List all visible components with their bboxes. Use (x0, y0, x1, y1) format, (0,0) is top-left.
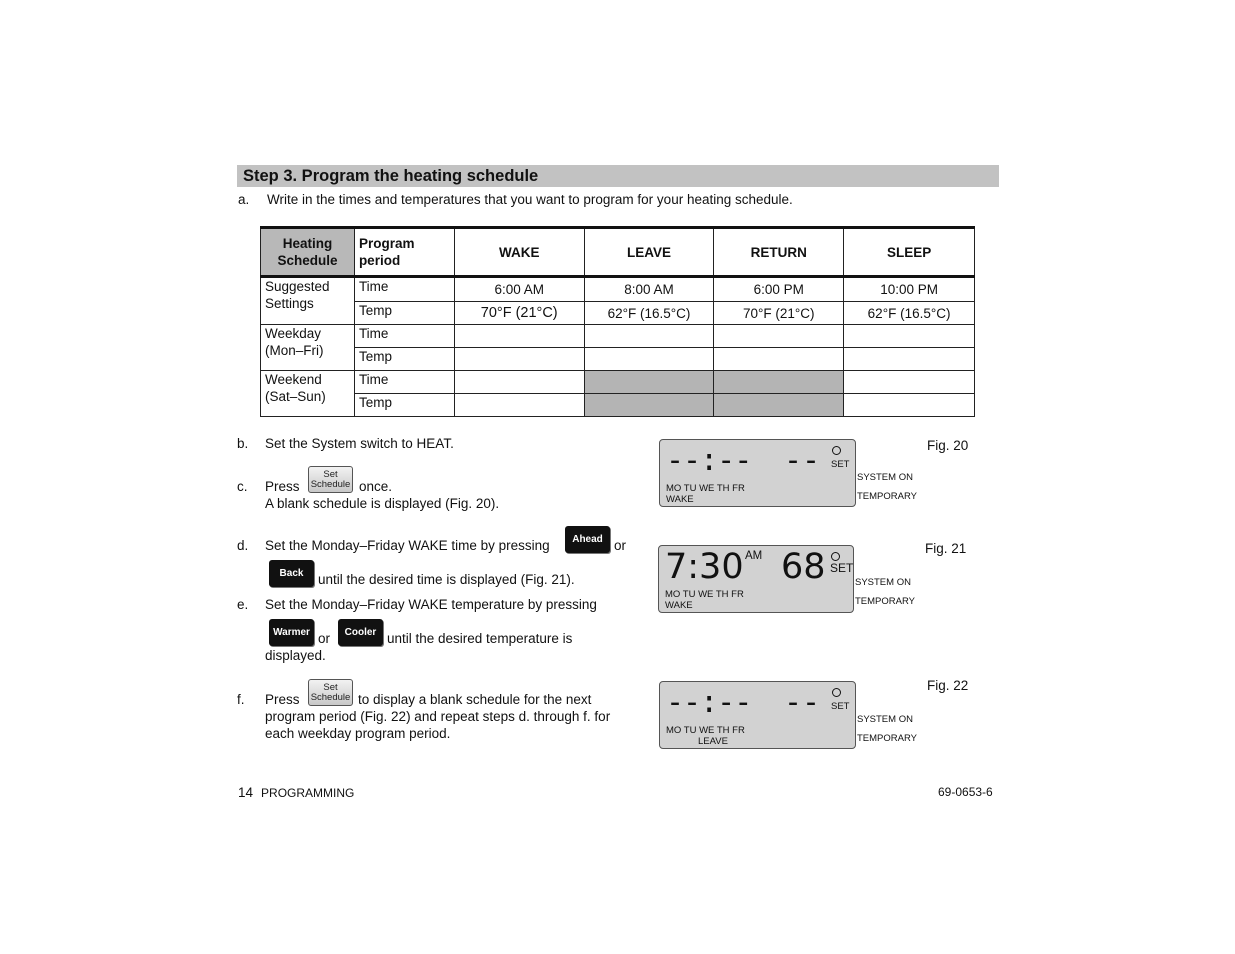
suggested-sleep-time: 10:00 PM (844, 277, 975, 302)
step-d-line2: until the desired time is displayed (Fig. 21). (318, 572, 575, 587)
lcd-set: SET (830, 561, 854, 575)
step-d-marker: d. (237, 538, 249, 553)
step-c-marker: c. (237, 479, 248, 494)
step-a-marker: a. (238, 192, 250, 207)
weekend-sleep-time-cell (844, 371, 975, 394)
period-time: Time (354, 277, 454, 302)
weekend-wake-temp-cell (454, 394, 584, 417)
suggested-sleep-temp: 62°F (16.5°C) (844, 302, 975, 325)
lcd-period: WAKE (666, 494, 694, 505)
indicator-circle-icon (831, 552, 840, 561)
indicator-circle-icon (832, 446, 841, 455)
lcd-period: WAKE (665, 600, 693, 611)
lcd-time: --:-- (666, 685, 752, 720)
step-f-line3: each weekday program period. (265, 726, 451, 741)
fig20-caption: Fig. 20 (927, 438, 969, 453)
weekend-leave-time-cell-disabled (584, 371, 714, 394)
header-heating-schedule: Heating Schedule (261, 228, 355, 277)
header-leave: LEAVE (584, 228, 714, 277)
step-e-marker: e. (237, 597, 249, 612)
weekday-return-temp-cell (714, 348, 844, 371)
period-time: Time (354, 325, 454, 348)
weekday-leave-temp-cell (584, 348, 714, 371)
cooler-button[interactable]: Cooler (338, 619, 383, 646)
weekend-return-time-cell-disabled (714, 371, 844, 394)
lcd-temp: -- (784, 443, 821, 478)
period-temp: Temp (354, 348, 454, 371)
suggested-leave-temp: 62°F (16.5°C) (584, 302, 714, 325)
table-row (261, 302, 975, 325)
lcd-days: MO TU WE TH FR (666, 725, 745, 736)
suggested-return-time: 6:00 PM (714, 277, 844, 302)
set-schedule-label-1: Set (323, 469, 338, 480)
step-d-or: or (614, 538, 627, 553)
weekend-leave-temp-cell-disabled (584, 394, 714, 417)
table-row (261, 277, 975, 302)
header-return: RETURN (714, 228, 844, 277)
footer-section: PROGRAMMING (261, 786, 355, 800)
step-e-text: Set the Monday–Friday WAKE temperature by pressing (265, 597, 597, 612)
suggested-leave-time: 8:00 AM (584, 277, 714, 302)
temporary-label: TEMPORARY (855, 596, 916, 607)
heating-schedule-table (260, 226, 975, 417)
header-program-period: Program period (354, 228, 454, 277)
set-schedule-button-2[interactable] (308, 679, 353, 706)
lcd-set: SET (831, 459, 850, 470)
thermostat-display-fig22 (659, 681, 856, 749)
suggested-return-temp: 70°F (21°C) (714, 302, 844, 325)
lcd-time: 7:30 (665, 547, 744, 587)
system-on-label: SYSTEM ON (857, 472, 913, 483)
fig21-caption: Fig. 21 (925, 541, 967, 556)
weekday-sleep-temp-cell (844, 348, 975, 371)
set-schedule-button[interactable] (308, 466, 353, 493)
step-f-post: to display a blank schedule for the next (358, 692, 592, 707)
weekday-leave-time-cell (584, 325, 714, 348)
page-number: 14 (238, 785, 254, 800)
thermostat-display-fig21 (658, 545, 854, 613)
temporary-label: TEMPORARY (857, 491, 918, 502)
weekday-wake-time-cell (454, 325, 584, 348)
weekday-sleep-time-cell (844, 325, 975, 348)
step-d-pre: Set the Monday–Friday WAKE time by pressing (265, 538, 550, 553)
step-e-line3: displayed. (265, 648, 326, 663)
ahead-button[interactable]: Ahead (565, 526, 610, 553)
temporary-label: TEMPORARY (857, 733, 918, 744)
step-a-text: Write in the times and temperatures that you want to program for your heating schedule. (267, 192, 793, 207)
period-temp: Temp (354, 302, 454, 325)
table-row (261, 325, 975, 348)
row-label-weekend: Weekend (Sat–Sun) (261, 371, 355, 417)
back-button[interactable]: Back (269, 560, 314, 587)
step-c-line2: A blank schedule is displayed (Fig. 20). (265, 496, 500, 511)
weekday-return-time-cell (714, 325, 844, 348)
indicator-circle-icon (832, 688, 841, 697)
suggested-wake-time: 6:00 AM (454, 277, 584, 302)
lcd-days: MO TU WE TH FR (665, 589, 744, 600)
weekend-sleep-temp-cell (844, 394, 975, 417)
lcd-ampm: AM (745, 550, 763, 562)
step-c-post: once. (359, 479, 393, 494)
header-sleep: SLEEP (844, 228, 975, 277)
footer-left (238, 784, 354, 800)
step-c-pre: Press (265, 479, 300, 494)
row-label-suggested: Suggested Settings (261, 277, 355, 325)
weekend-wake-time-cell (454, 371, 584, 394)
section-title: Step 3. Program the heating schedule (243, 167, 539, 185)
weekday-wake-temp-cell (454, 348, 584, 371)
header-wake: WAKE (454, 228, 584, 277)
table-row (261, 371, 975, 394)
lcd-days: MO TU WE TH FR (666, 483, 745, 494)
document-number: 69-0653-6 (938, 785, 993, 799)
step-f-marker: f. (237, 692, 245, 707)
lcd-temp: -- (784, 685, 821, 720)
lcd-temp: 68 (781, 547, 826, 587)
lcd-time: --:-- (666, 443, 752, 478)
weekend-return-temp-cell-disabled (714, 394, 844, 417)
step-f-pre: Press (265, 692, 300, 707)
step-b-text: Set the System switch to HEAT. (265, 436, 454, 451)
period-temp: Temp (354, 394, 454, 417)
period-time: Time (354, 371, 454, 394)
system-on-label: SYSTEM ON (855, 577, 911, 588)
table-header-row (261, 228, 975, 277)
set-schedule-label-1: Set (323, 682, 338, 693)
suggested-wake-temp: 70°F (21°C) (454, 302, 584, 325)
table-row (261, 394, 975, 417)
step-e-or: or (318, 631, 331, 646)
set-schedule-label-2: Schedule (310, 479, 351, 490)
step-f-line2: program period (Fig. 22) and repeat steps d. through f. for (265, 709, 611, 724)
system-on-label: SYSTEM ON (857, 714, 913, 725)
thermostat-display-fig20 (659, 439, 856, 507)
table-row (261, 348, 975, 371)
section-header (237, 165, 999, 187)
lcd-set: SET (831, 701, 850, 712)
lcd-period: LEAVE (698, 736, 728, 747)
set-schedule-label-2: Schedule (310, 692, 351, 703)
fig22-caption: Fig. 22 (927, 678, 969, 693)
warmer-button[interactable]: Warmer (269, 619, 314, 646)
step-e-post: until the desired temperature is (387, 631, 573, 646)
step-b-marker: b. (237, 436, 249, 451)
row-label-weekday: Weekday (Mon–Fri) (261, 325, 355, 371)
